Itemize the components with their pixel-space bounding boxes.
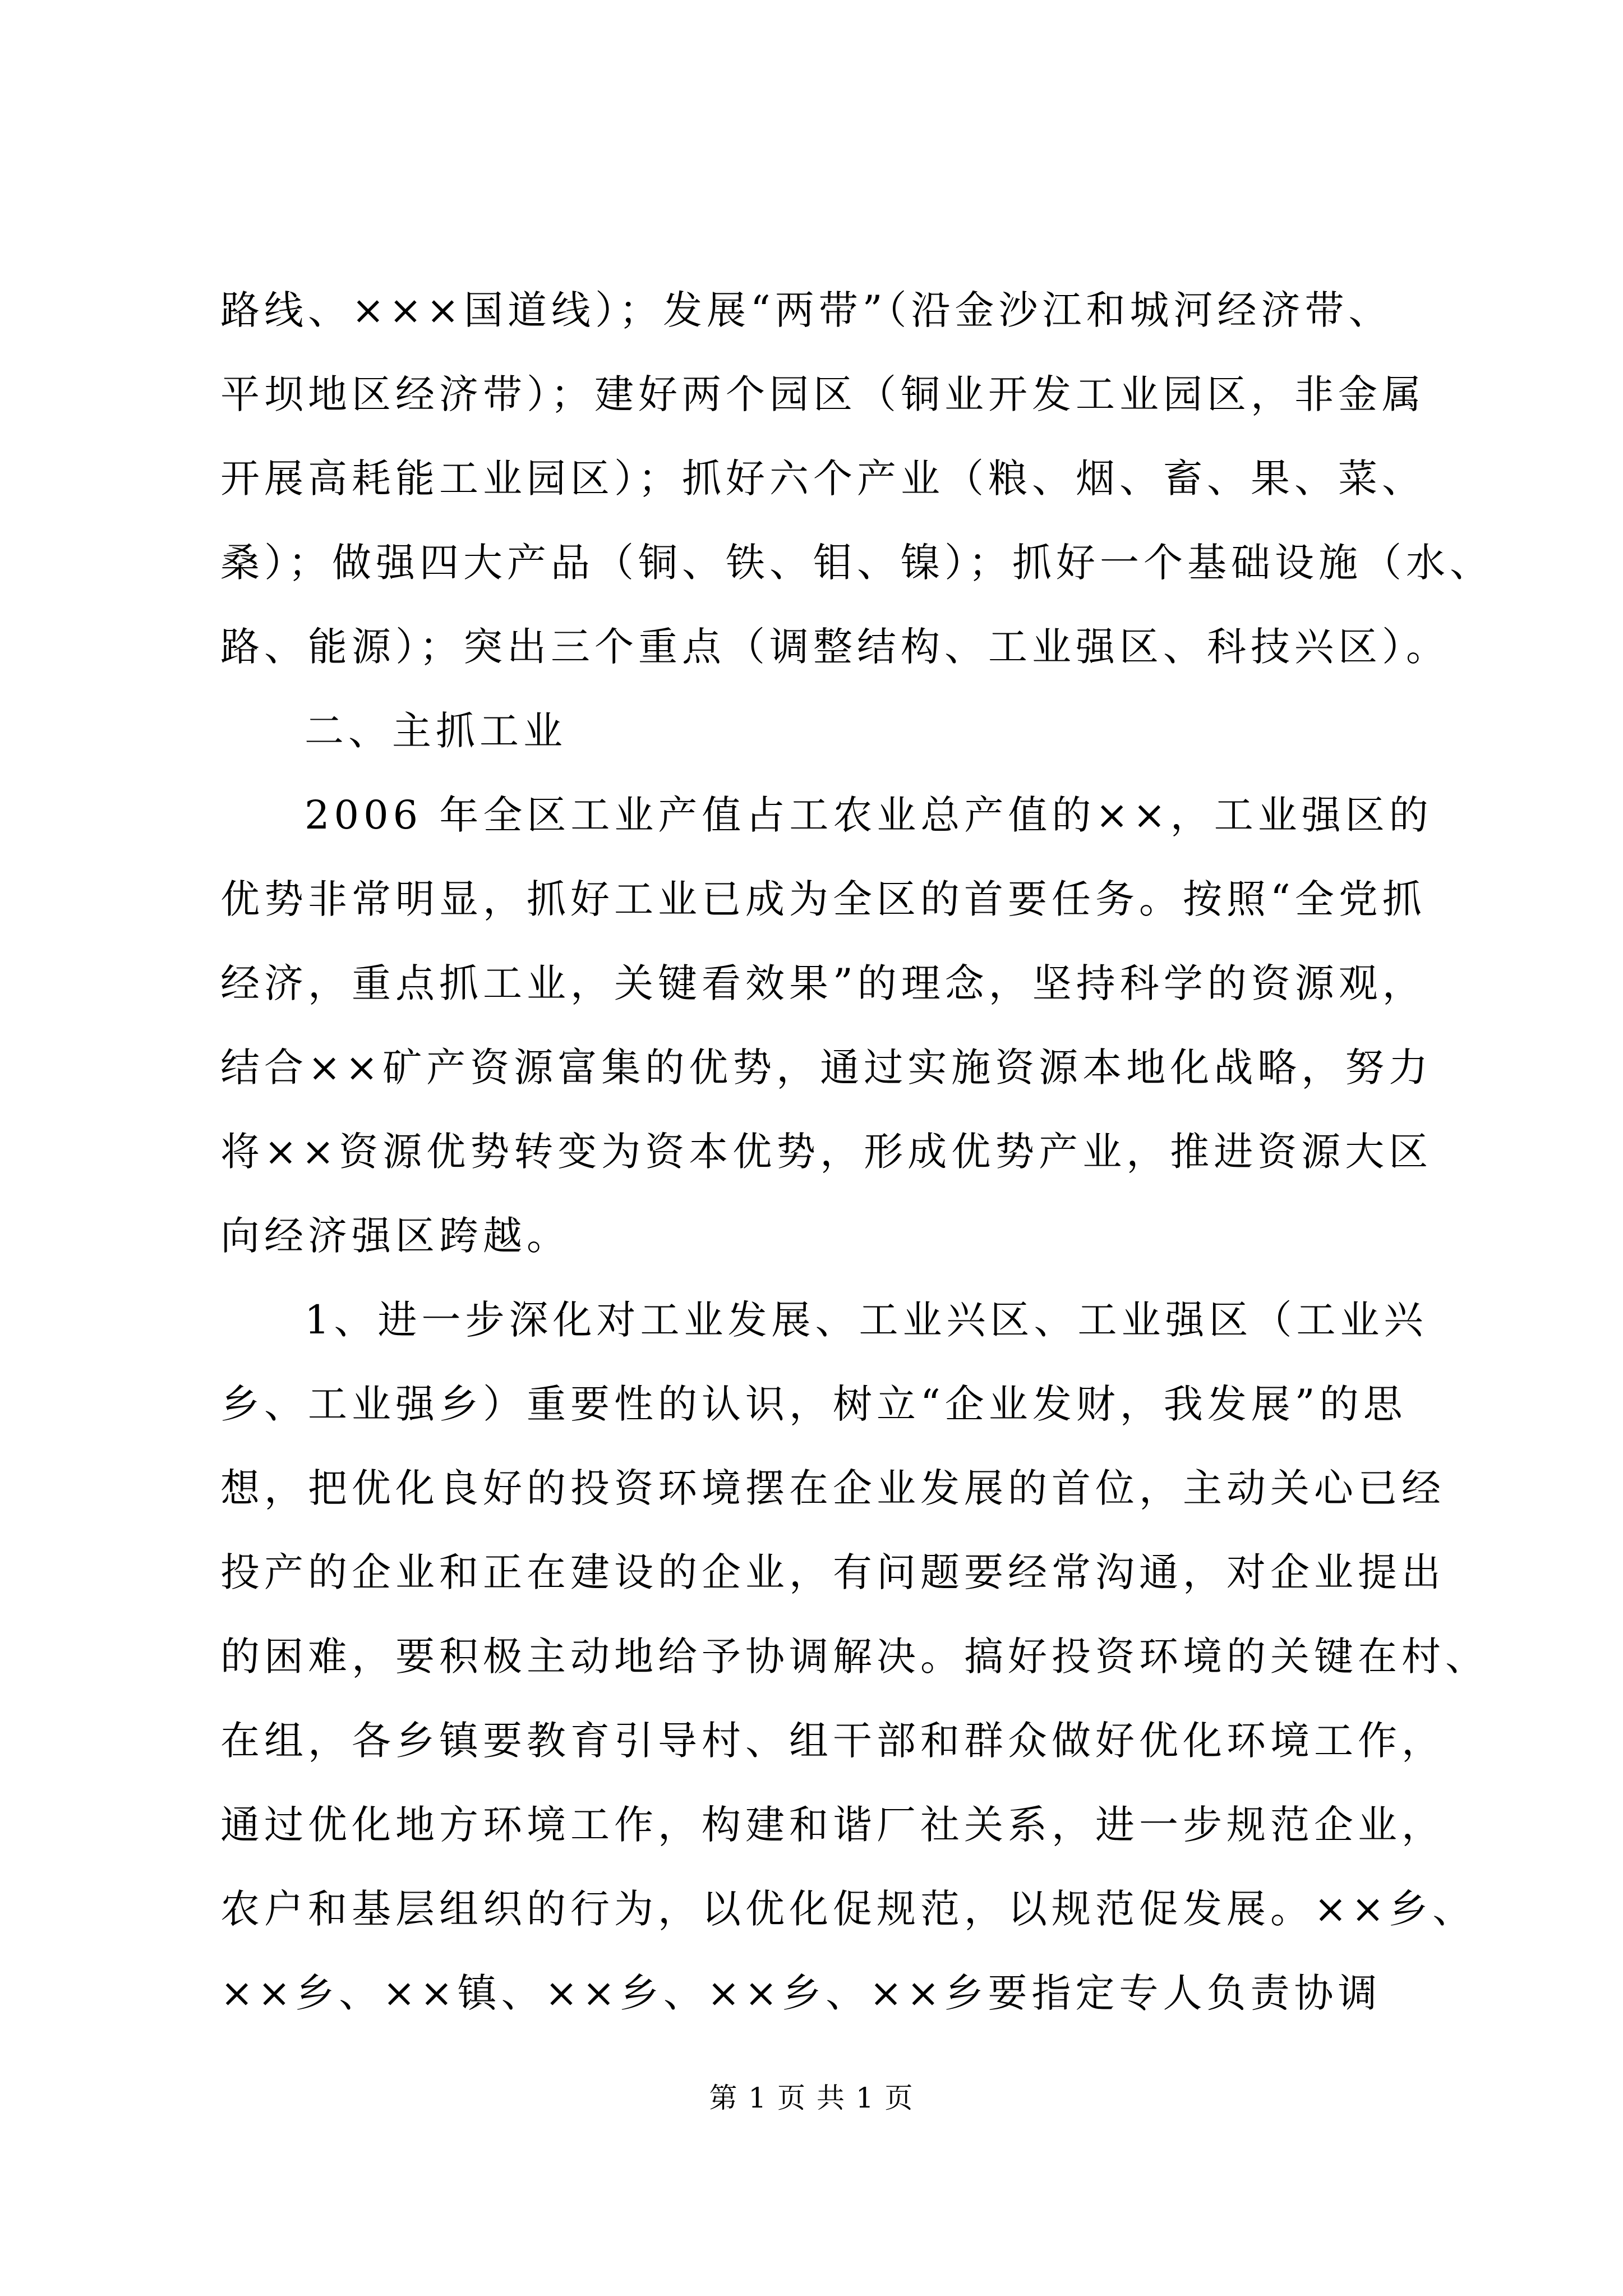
text-line: ××乡、××镇、××乡、××乡、××乡要指定专人负责协调 [220, 1970, 1382, 2016]
page-number-footer: 第 1 页 共 1 页 [709, 2082, 914, 2114]
text-line: 优势非常明显，抓好工业已成为全区的首要任务。按照“全党抓 [220, 876, 1426, 922]
text-line: 平坝地区经济带）；建好两个园区（铜业开发工业园区，非金属 [220, 371, 1426, 417]
text-line: 路、能源）；突出三个重点（调整结构、工业强区、科技兴区）。 [220, 624, 1450, 670]
paragraph-start: 2006 年全区工业产值占工农业总产值的××，工业强区的 [305, 792, 1433, 838]
text-line: 路线、×××国道线）；发展“两带”（沿金沙江和城河经济带、 [220, 287, 1393, 333]
text-line: 将××资源优势转变为资本优势，形成优势产业，推进资源大区 [220, 1129, 1433, 1175]
text-line: 通过优化地方环境工作，构建和谐厂社关系，进一步规范企业， [220, 1802, 1445, 1848]
document-body [220, 268, 1493, 2035]
text-line: 结合××矿产资源富集的优势，通过实施资源本地化战略，努力 [220, 1045, 1433, 1091]
text-line: 的困难，要积极主动地给予协调解决。搞好投资环境的关键在村、 [220, 1634, 1489, 1680]
text-line: 开展高耗能工业园区）；抓好六个产业（粮、烟、畜、果、菜、 [220, 455, 1426, 501]
section-heading: 二、主抓工业 [305, 708, 567, 754]
text-line: 想，把优化良好的投资环境摆在企业发展的首位，主动关心已经 [220, 1465, 1445, 1511]
text-line: 在组，各乡镇要教育引导村、组干部和群众做好优化环境工作， [220, 1718, 1445, 1764]
text-line: 向经济强区跨越。 [220, 1213, 570, 1259]
text-line: 投产的企业和正在建设的企业，有问题要经常沟通，对企业提出 [220, 1549, 1445, 1595]
text-line: 经济，重点抓工业，关键看效果”的理念，坚持科学的资源观， [220, 960, 1426, 1006]
text-line: 农户和基层组织的行为，以优化促规范，以规范促发展。××乡、 [220, 1886, 1477, 1932]
paragraph-start: 1、进一步深化对工业发展、工业兴区、工业强区（工业兴 [305, 1297, 1428, 1343]
text-line: 桑）；做强四大产品（铜、铁、钼、镍）；抓好一个基础设施（水、 [220, 540, 1493, 586]
text-line: 乡、工业强乡）重要性的认识，树立“企业发财，我发展”的思 [220, 1381, 1407, 1427]
